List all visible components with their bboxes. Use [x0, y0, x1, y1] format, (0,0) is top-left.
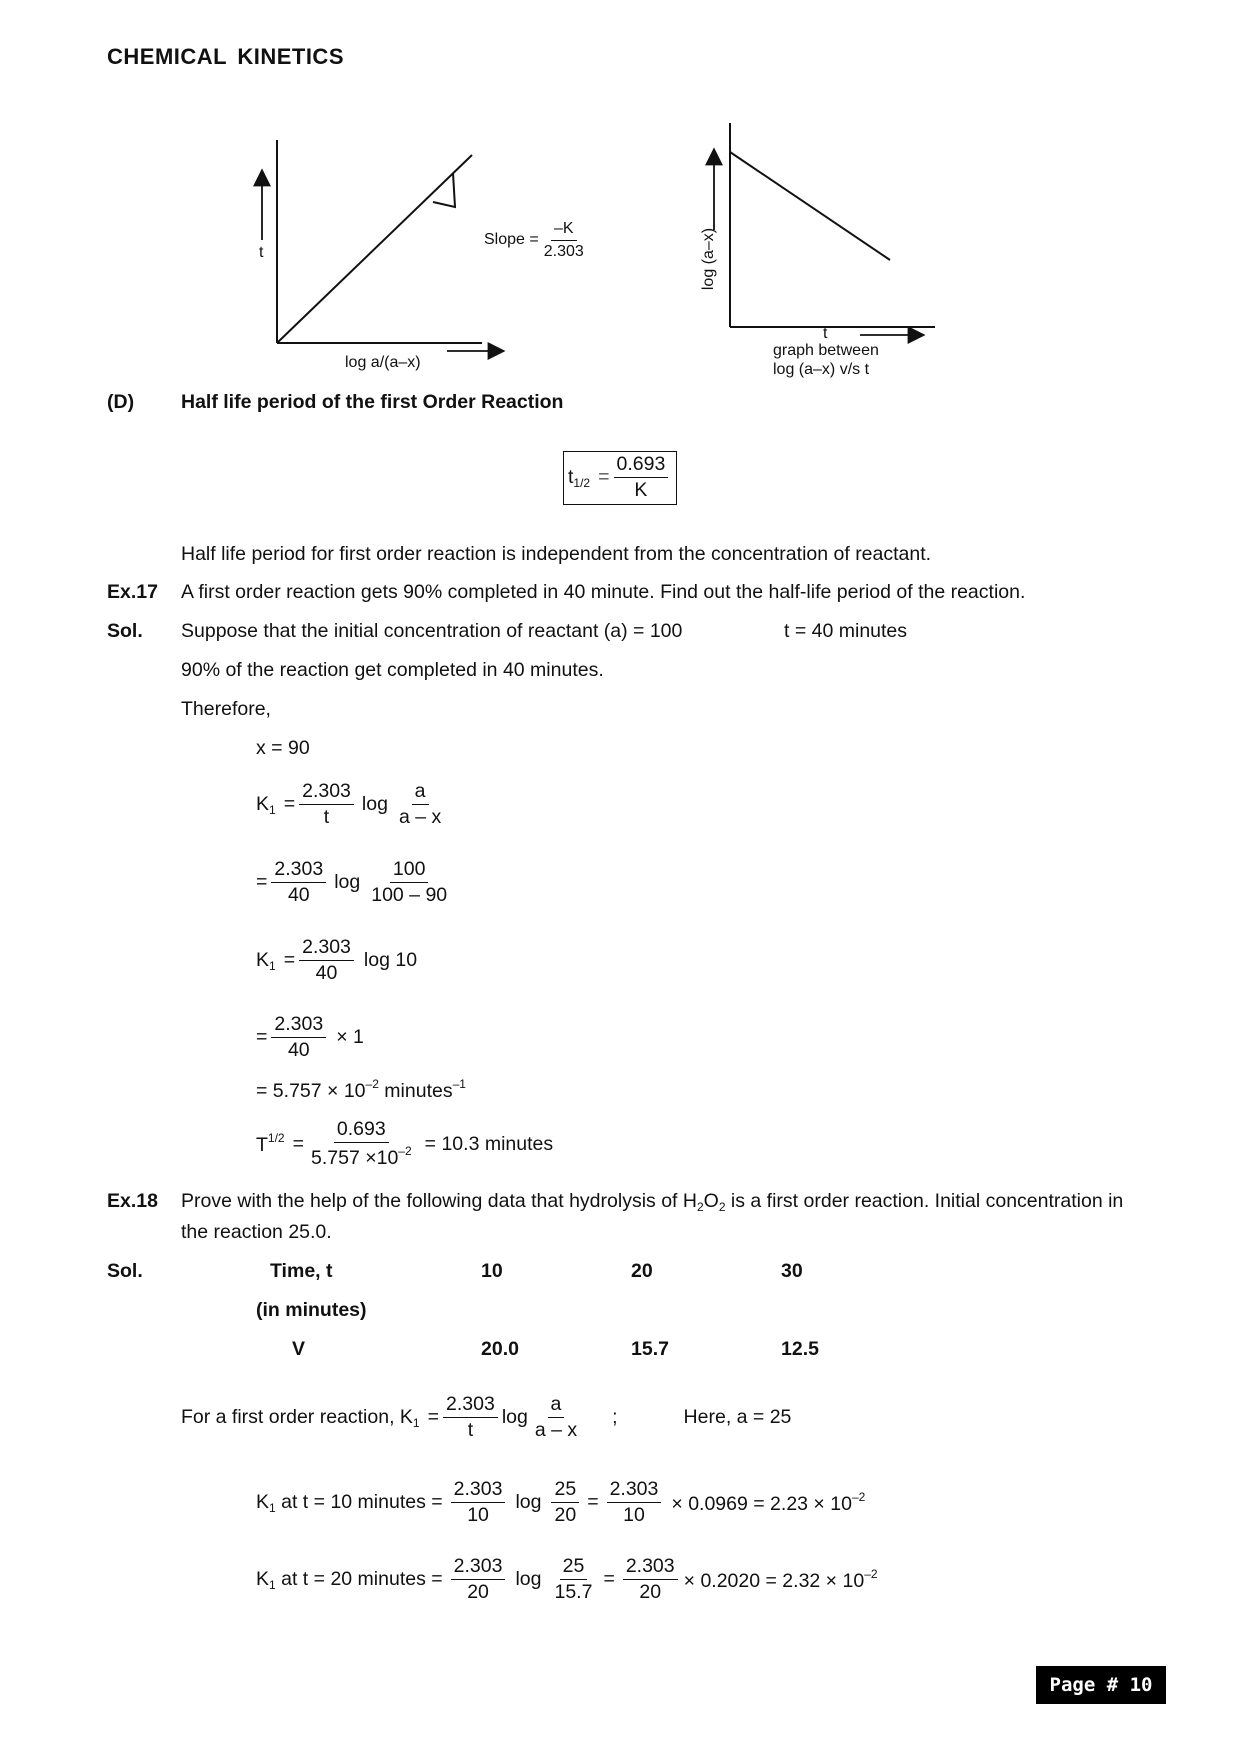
table-cell-time: 10	[481, 1260, 503, 1282]
x-axis-label: t	[823, 325, 828, 342]
caption-line-2: log (a–x) v/s t	[773, 361, 870, 378]
example-question: Prove with the help of the following data that hydrolysis of $H_2O_2$ is a first order reaction. Initial concentration in	[181, 1190, 1124, 1214]
table-row-header-volume: V	[292, 1338, 306, 1360]
formula-numerator: 0.693	[614, 454, 669, 478]
table-row-header-time: Time, t	[270, 1260, 333, 1282]
example-question: A first order reaction gets 90% completed in 40 minute. Find out the half-life period of the reaction.	[181, 581, 1026, 603]
page-number-badge: Page # 10	[1036, 1666, 1166, 1704]
solution-line-2: 90% of the reaction get completed in 40 minutes.	[181, 659, 604, 681]
equation-step-1: $K_1$ = $\frac{2.303}{t}$ log $\frac{a}{a - x}$	[256, 780, 442, 829]
example-question-line-2: the reaction 25.0.	[181, 1221, 332, 1243]
slope-denominator: 2.303	[543, 242, 584, 260]
k1-at-t20: $K_1$ at t = 20 minutes = $\frac{2.303}{20}$ log $\frac{25}{15.7}$ = $\frac{2.303}{20}$ × $0.2020 = 2.32 \times 10^{-2}$	[256, 1555, 878, 1604]
slope-annotation	[484, 220, 591, 260]
table-cell-time: 20	[631, 1260, 653, 1282]
table-cell-volume: 15.7	[631, 1338, 669, 1360]
table-cell-volume: 12.5	[781, 1338, 819, 1360]
table-cell-volume: 20.0	[481, 1338, 519, 1360]
graph-caption	[773, 341, 879, 379]
equation-step-4: = $\frac{2.303}{40}$ × 1	[256, 1013, 364, 1062]
y-axis-label: log (a–x)	[700, 227, 718, 291]
solution-line-1: Suppose that the initial concentration of reactant (a) = 100	[181, 620, 683, 642]
page-header-title: CHEMICAL KINETICS	[107, 44, 344, 69]
section-marker: (D)	[107, 391, 135, 413]
solution-line-3: Therefore,	[181, 698, 271, 720]
x-axis-label: log a/(a–x)	[345, 354, 421, 371]
slope-numerator: –K	[551, 220, 577, 241]
solution-line-1-right: t = 40 minutes	[784, 620, 908, 642]
solution-label: Sol.	[107, 1260, 143, 1282]
table-cell-time: 30	[781, 1260, 803, 1282]
formula-denominator: K	[634, 479, 648, 502]
example-label: Ex.17	[107, 581, 158, 603]
half-life-formula-box	[563, 451, 677, 505]
diagram-t-vs-log-ratio	[240, 120, 640, 380]
formula-lhs: $t_{1/2}$	[568, 465, 591, 490]
first-order-formula-line: For a first order reaction, $K_1$ = $\frac{2.303}{t}$ log $\frac{a}{a - x}$ ; Here, a = 25	[181, 1393, 792, 1442]
slope-label: Slope =	[484, 231, 539, 249]
x-value: x = 90	[256, 737, 310, 759]
table-row-header-unit: (in minutes)	[256, 1299, 367, 1321]
caption-line-1: graph between	[773, 342, 879, 359]
equation-step-3: $K_1$ = $\frac{2.303}{40}$ log 10	[256, 936, 418, 985]
section-title: Half life period of the first Order Reaction	[181, 391, 564, 413]
example-label: Ex.18	[107, 1190, 158, 1212]
k1-at-t10: $K_1$ at t = 10 minutes = $\frac{2.303}{10}$ log $\frac{25}{20}$ = $\frac{2.303}{10}$ × $0.0969 = 2.23 \times 10^{-2}$	[256, 1478, 866, 1527]
y-axis-label: t	[259, 244, 264, 261]
half-life-note: Half life period for first order reaction is independent from the concentration of reactant.	[181, 543, 932, 565]
equation-step-2: = $\frac{2.303}{40}$ log $\frac{100}{100 - 90}$	[256, 858, 448, 907]
equation-step-5: = $5.757 \times 10^{-2}$ minutes$^{-1}$	[256, 1077, 466, 1102]
equation-step-6: $T^{1/2}$ = $\frac{0.693}{5.757 \times 10^{-2}}$ = 10.3 minutes	[256, 1118, 554, 1170]
equals-sign: =	[598, 466, 610, 489]
solution-label: Sol.	[107, 620, 143, 642]
diagram-log-vs-t	[690, 115, 970, 385]
